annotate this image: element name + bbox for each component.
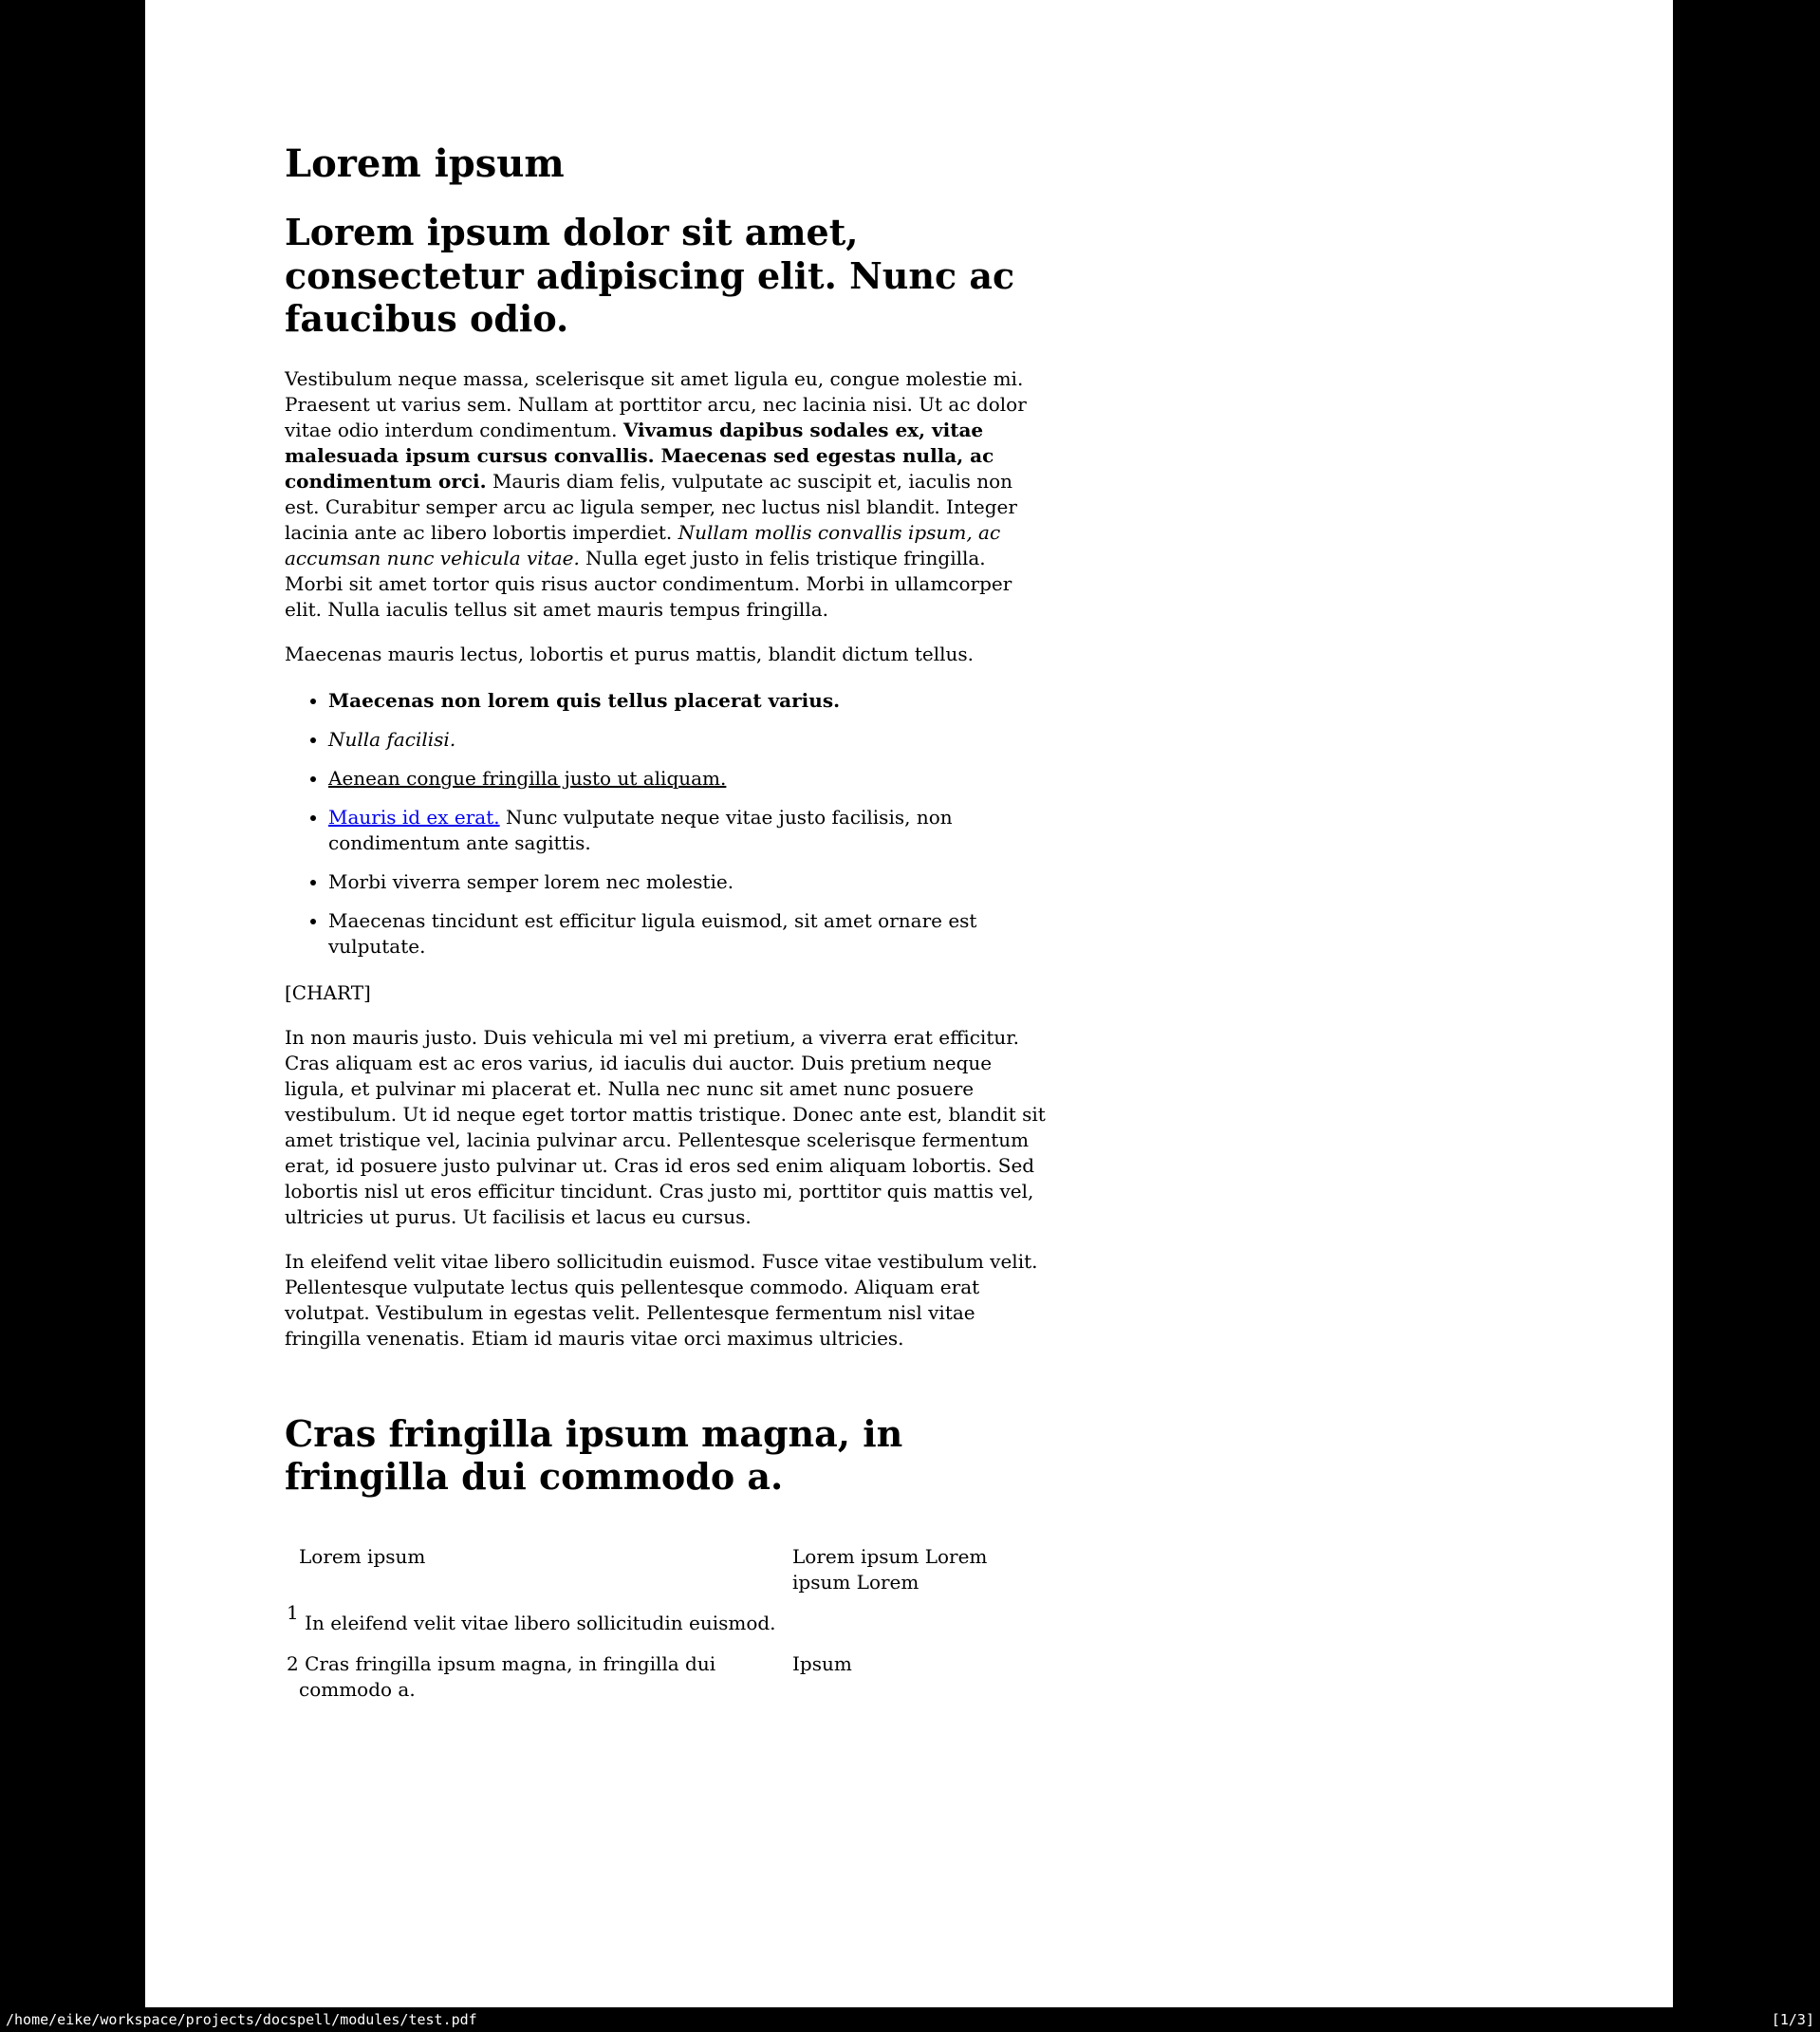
intro-heading: Lorem ipsum dolor sit amet, consectetur adipiscing elit. Nunc ac faucibus odio.: [285, 211, 1015, 341]
section-heading: Cras fringilla ipsum magna, in fringilla dui commodo a.: [285, 1411, 903, 1499]
list-item-italic-text: Nulla facilisi.: [328, 727, 456, 751]
list-item-italic: [328, 727, 1049, 753]
list-item-bold-text: Maecenas non lorem quis tellus placerat varius.: [328, 688, 841, 712]
list-item-bold: [328, 688, 1049, 714]
table-cell-left: [285, 1651, 792, 1718]
paragraph-1-italic: Nullam mollis convallis ipsum, ac accumsan nunc vehicula vitae.: [285, 520, 1001, 569]
table-row: [285, 1651, 1030, 1718]
table-row: [285, 1611, 1030, 1651]
list-item-5: • Morbi viverra semper lorem nec molestie.: [328, 869, 1049, 895]
table-row-number: 1: [287, 1600, 299, 1624]
data-table: [285, 1544, 1030, 1718]
paragraph-1-lead: Vestibulum neque massa, scelerisque sit amet ligula eu, congue molestie mi. Praesent ut varius sem. Nullam at porttitor arcu, nec lacinia nisi. Ut ac dolor vitae odio interdum condimentum.: [285, 366, 1027, 441]
table-header-cell-right: Lorem ipsum Lorem ipsum Lorem: [792, 1544, 988, 1594]
paragraph-1-bold: Vivamus dapibus sodales ex, vitae malesuada ipsum cursus convallis. Maecenas sed egestas nulla, ac condimentum orci.: [285, 418, 994, 493]
list-item-link-rest: Nunc vulputate neque vitae justo facilisis, non condimentum ante sagittis.: [328, 805, 953, 854]
mauris-link[interactable]: Mauris id ex erat.: [328, 805, 500, 829]
table-header-row: [285, 1544, 1030, 1611]
list-item-6: • Maecenas tincidunt est efficitur ligula euismod, sit amet ornare est vulputate.: [328, 908, 1049, 960]
bullet-list: [285, 688, 1049, 960]
table-row-text: Cras fringilla ipsum magna, in fringilla dui commodo a.: [299, 1651, 716, 1701]
list-item-underline: [328, 766, 1049, 792]
table-cell-right: Ipsum: [792, 1651, 852, 1675]
paragraph-1-mid: Mauris diam felis, vulputate ac suscipit et, iaculis non est. Curabitur semper arcu ac ligula semper, nec luctus nisl blandit. Integer lacinia ante ac libero lobortis imperdiet.: [285, 469, 1017, 544]
table-row-text: In eleifend velit vitae libero sollicitudin euismod.: [305, 1611, 776, 1634]
statusbar-page-indicator: [1/3]: [1771, 2011, 1814, 2028]
page-content: [145, 0, 1049, 1718]
pdf-page: [145, 0, 1673, 2007]
table-header-cell-left: Lorem ipsum: [299, 1544, 426, 1568]
paragraph-1-tail: Nulla eget justo in felis tristique fringilla. Morbi sit amet tortor quis risus auctor condimentum. Morbi in ullamcorper elit. Nulla iaculis tellus sit amet mauris tempus fringilla.: [285, 546, 1012, 621]
paragraph-1: [285, 366, 1049, 623]
paragraph-3: In non mauris justo. Duis vehicula mi vel mi pretium, a viverra erat efficitur. Cras aliquam est ac eros varius, id iaculis dui auctor. Duis pretium neque ligula, et pulvinar mi placerat et. Nulla nec nunc sit amet nunc posuere vestibulum. Ut id neque eget tortor mattis tristique. Donec ante est, blandit sit amet tristique vel, lacinia pulvinar arcu. Pellentesque scelerisque fermentum erat, id posuere justo pulvinar ut. Cras id eros sed enim aliquam lobortis. Sed lobortis nisl ut eros efficitur tincidunt. Cras justo mi, porttitor quis mattis vel, ultricies ut purus. Ut facilisis et lacus eu cursus.: [285, 1025, 1046, 1228]
list-item-link: [328, 805, 1049, 856]
statusbar: [0, 2007, 1820, 2032]
paragraph-4: In eleifend velit vitae libero sollicitudin euismod. Fusce vitae vestibulum velit. Pellentesque vulputate lectus quis pellentesque commodo. Aliquam erat volutpat. Vestibulum in egestas velit. Pellentesque fermentum nisl vitae fringilla venenatis. Etiam id mauris vitae orci maximus ultricies.: [285, 1249, 1038, 1350]
statusbar-file-path: /home/eike/workspace/projects/docspell/modules/test.pdf: [6, 2011, 477, 2028]
list-item-underline-text: Aenean congue fringilla justo ut aliquam.: [328, 766, 727, 790]
chart-placeholder: [CHART]: [285, 980, 371, 1004]
table-cell-left: [285, 1600, 792, 1651]
document-title: Lorem ipsum: [285, 141, 565, 186]
table-cell-right: [792, 1611, 1030, 1651]
paragraph-2: Maecenas mauris lectus, lobortis et purus mattis, blandit dictum tellus.: [285, 642, 974, 665]
table-row-number: 2: [287, 1651, 299, 1675]
